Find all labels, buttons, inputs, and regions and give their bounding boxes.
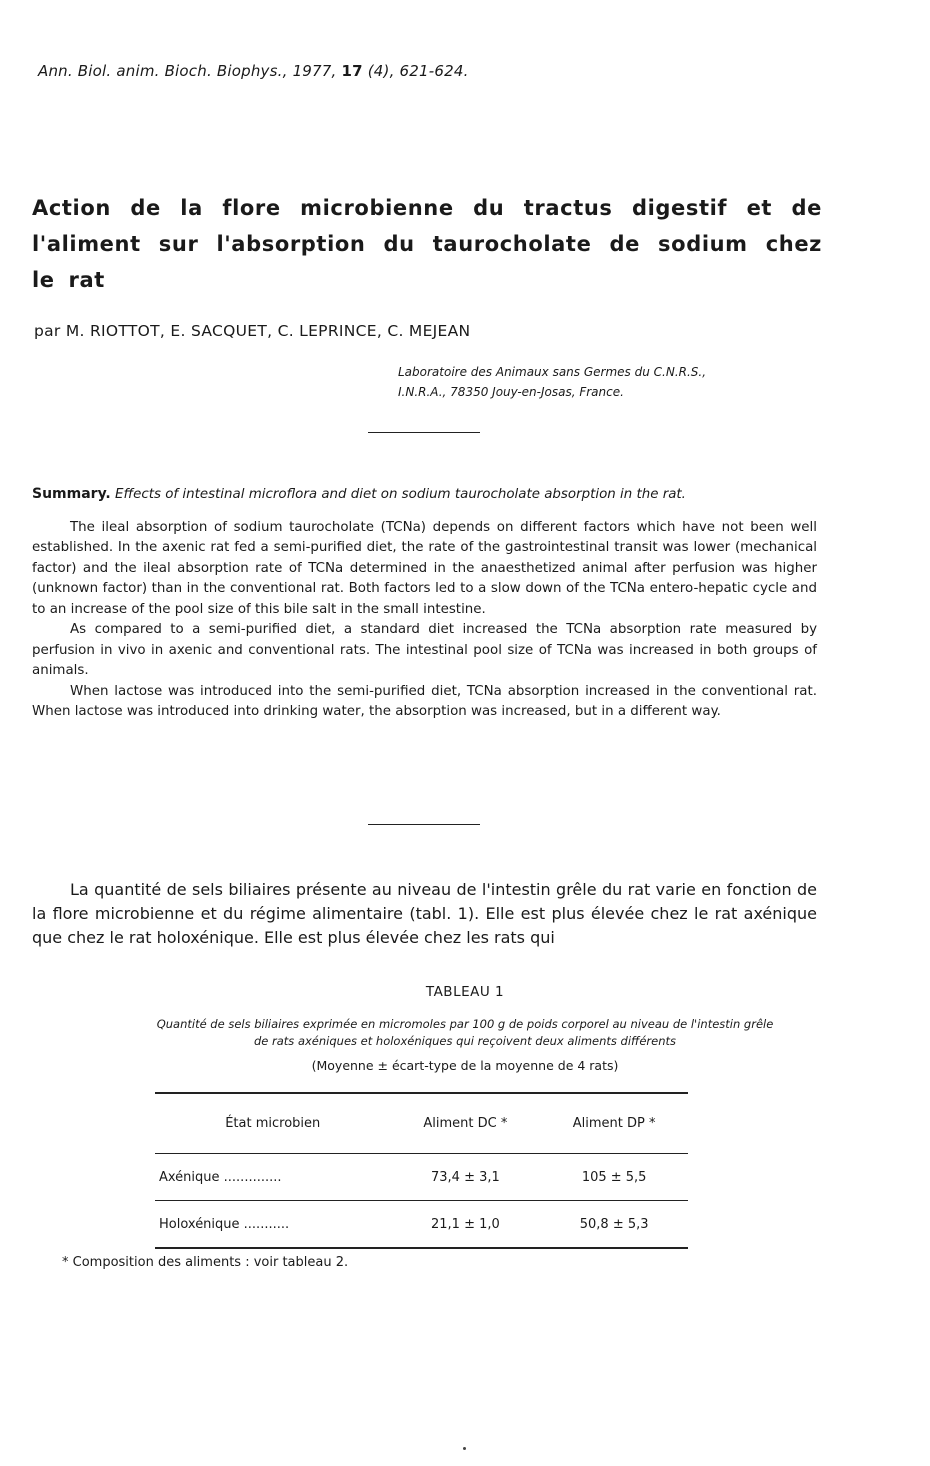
affiliation-line-1: Laboratoire des Animaux sans Germes du C.N.R.S., <box>398 365 707 379</box>
table-title: TABLEAU 1 <box>425 984 505 1000</box>
citation-journal: Ann. Biol. anim. Bioch. Biophys., <box>38 62 288 80</box>
citation-year: 1977, <box>292 62 337 80</box>
table-row <box>155 1201 688 1249</box>
table-header-row <box>155 1093 688 1154</box>
summary-section <box>32 484 817 723</box>
citation-volume: 17 <box>341 62 363 80</box>
separator-rule-top <box>368 432 480 433</box>
summary-paragraph-1: The ileal absorption of sodium taurocholate (TCNa) depends on different factors which have not been well established. In the axenic rat fed a semi-purified diet, the rate of the gastrointestinal transit was lower (mechanical factor) and the ileal absorption rate of TCNa determined in the anaesthetized animal after perfusion was higher (unknown factor) than in the conventional rat. Both factors led to a slow down of the TCNa entero-hepatic cycle and to an increase of the pool size of this bile salt in the small intestine. <box>32 519 817 617</box>
summary-heading <box>32 484 817 506</box>
cell-dc: 21,1 ± 1,0 <box>431 1216 500 1232</box>
cell-dp: 50,8 ± 5,3 <box>579 1216 649 1232</box>
row-label: Axénique .............. <box>159 1169 282 1185</box>
summary-label: Summary. <box>32 486 111 502</box>
article-title: Action de la flore microbienne du tractus digestif et de l'aliment sur l'absorption du taurocholate de sodium chez le rat <box>32 196 822 292</box>
table-row <box>155 1154 688 1201</box>
authors-line: par M. RIOTTOT, E. SACQUET, C. LEPRINCE, C. MEJEAN <box>34 322 471 340</box>
body-paragraph: La quantité de sels biliaires présente au niveau de l'intestin grêle du rat varie en fonction de la flore microbienne et du régime alimentaire (tabl. 1). Elle est plus élevée chez le rat axénique que chez le rat holoxénique. Elle est plus élevée chez les rats qui <box>32 880 817 947</box>
page-mark-dot <box>463 1447 466 1450</box>
summary-paragraph-3: When lactose was introduced into the semi-purified diet, TCNa absorption increased in the conventional rat. When lactose was introduced into drinking water, the absorption was increased, but in a different way. <box>32 683 817 719</box>
summary-title: Effects of intestinal microflora and diet on sodium taurocholate absorption in the rat. <box>115 487 686 502</box>
table-footnote: * Composition des aliments : voir tableau 2. <box>62 1255 349 1270</box>
summary-paragraph-2: As compared to a semi-purified diet, a standard diet increased the TCNa absorption rate measured by perfusion in vivo in axenic and conventional rats. The intestinal pool size of TCNa was increased in both groups of animals. <box>32 622 817 678</box>
header-aliment-dp: Aliment DP * <box>572 1116 656 1131</box>
table-subcaption: (Moyenne ± écart-type de la moyenne de 4 rats) <box>311 1058 619 1073</box>
header-aliment-dc: Aliment DC * <box>423 1116 508 1131</box>
table-caption-line-2: de rats axéniques et holoxéniques qui reçoivent deux aliments différents <box>253 1034 677 1048</box>
affiliation-line-2: I.N.R.A., 78350 Jouy-en-Josas, France. <box>398 385 624 399</box>
journal-citation <box>38 62 469 80</box>
data-table <box>155 1092 688 1249</box>
header-etat-microbien: État microbien <box>225 1116 321 1131</box>
citation-issue-pages: (4), 621-624. <box>367 62 469 80</box>
cell-dp: 105 ± 5,5 <box>581 1169 647 1185</box>
cell-dc: 73,4 ± 3,1 <box>431 1169 500 1185</box>
affiliation <box>398 362 706 402</box>
separator-rule-bottom <box>368 824 480 825</box>
row-label: Holoxénique ........... <box>159 1216 290 1232</box>
table-caption-line-1: Quantité de sels biliaires exprimée en micromoles par 100 g de poids corporel au niveau de l'intestin grêle <box>156 1017 774 1031</box>
table-caption <box>20 1016 910 1050</box>
